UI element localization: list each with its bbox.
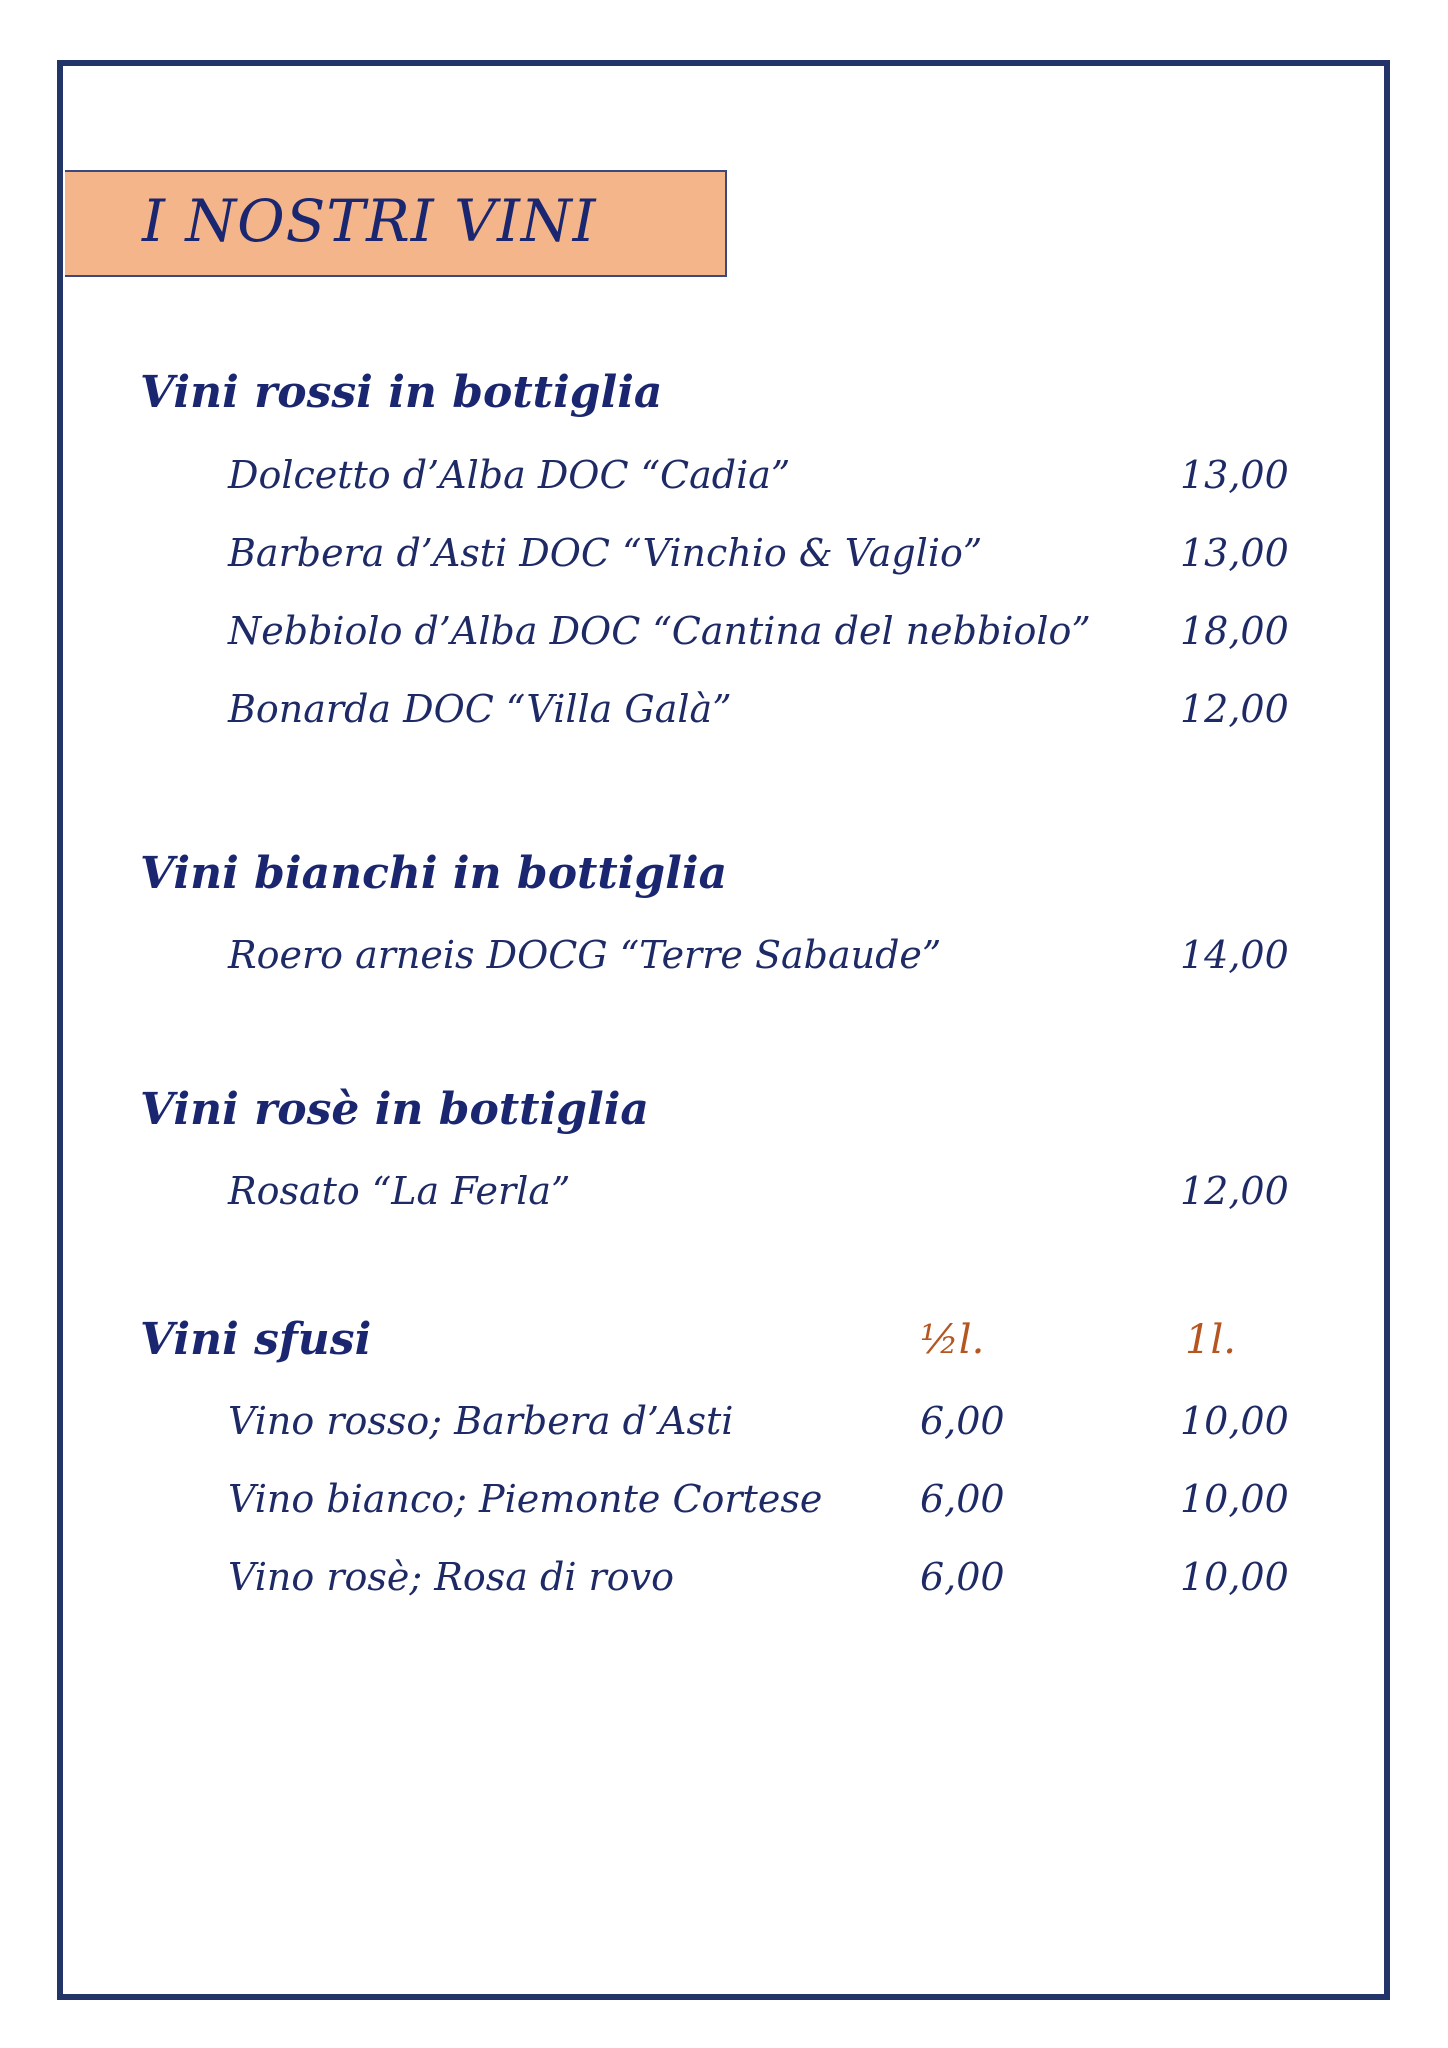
column-header-liter: 1l. <box>1185 1317 1236 1363</box>
menu-title: I NOSTRI VINI <box>142 187 597 255</box>
wine-item-price: 14,00 <box>1180 933 1289 977</box>
wine-item-name: Dolcetto d’Alba DOC “Cadia” <box>228 453 791 497</box>
section-heading-bianchi: Vini bianchi in bottiglia <box>140 848 728 899</box>
wine-item-price: 13,00 <box>1180 453 1289 497</box>
wine-item-name: Bonarda DOC “Villa Galà” <box>228 687 732 731</box>
wine-item-price: 13,00 <box>1180 531 1289 575</box>
bulk-wine-price-half: 6,00 <box>920 1555 1005 1599</box>
wine-item-name: Roero arneis DOCG “Terre Sabaude” <box>228 933 942 977</box>
wine-item-price: 18,00 <box>1180 609 1289 653</box>
bulk-wine-price-liter: 10,00 <box>1180 1555 1289 1599</box>
bulk-wine-name: Vino rosso; Barbera d’Asti <box>228 1399 734 1443</box>
section-heading-rose: Vini rosè in bottiglia <box>140 1084 649 1135</box>
bulk-wine-price-liter: 10,00 <box>1180 1399 1289 1443</box>
wine-item-price: 12,00 <box>1180 1169 1289 1213</box>
wine-item-name: Nebbiolo d’Alba DOC “Cantina del nebbiolo” <box>228 609 1091 653</box>
bulk-wine-name: Vino rosè; Rosa di rovo <box>228 1555 674 1599</box>
bulk-wine-price-half: 6,00 <box>920 1477 1005 1521</box>
wine-item-name: Barbera d’Asti DOC “Vinchio & Vaglio” <box>228 531 983 575</box>
bulk-wine-name: Vino bianco; Piemonte Cortese <box>228 1477 823 1521</box>
section-heading-rossi: Vini rossi in bottiglia <box>140 367 663 418</box>
wine-item-price: 12,00 <box>1180 687 1289 731</box>
page-border <box>57 60 1390 2000</box>
bulk-wine-price-half: 6,00 <box>920 1399 1005 1443</box>
bulk-wine-price-liter: 10,00 <box>1180 1477 1289 1521</box>
section-heading-sfusi: Vini sfusi <box>140 1314 372 1365</box>
column-header-half-liter: ½l. <box>920 1317 985 1363</box>
wine-item-name: Rosato “La Ferla” <box>228 1169 571 1213</box>
